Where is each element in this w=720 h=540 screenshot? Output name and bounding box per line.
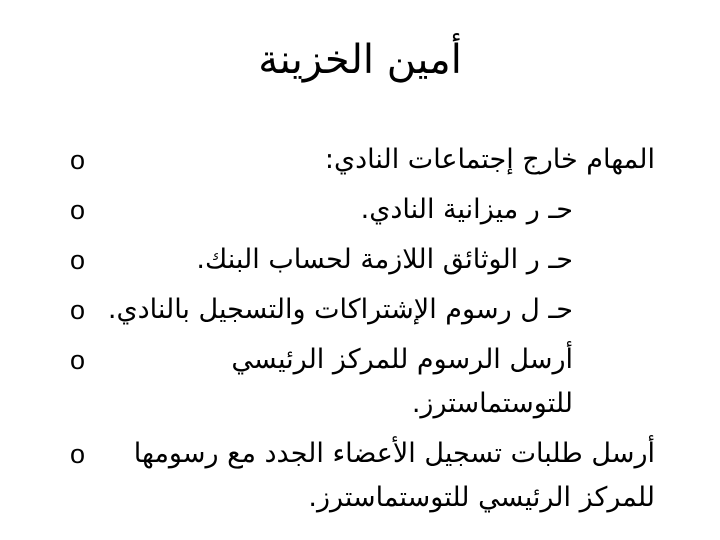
bullet-marker: o [70,295,86,325]
bullet-list [70,138,655,520]
list-item-text: حـ ل رسوم الإشتراكات والتسجيل بالنادي. [107,294,573,325]
list-item-text: أرسل طلبات تسجيل الأعضاء الجدد مع رسومها للمركز الرئيسي للتوستماسترز. [133,438,655,513]
bullet-marker: o [70,345,86,375]
bullet-marker: o [70,245,86,275]
list-item [70,238,655,282]
list-item [70,338,655,426]
bullet-marker: o [70,195,86,225]
list-item [70,432,655,520]
list-item-text: أرسل الرسوم للمركز الرئيسي للتوستماسترز. [231,344,573,419]
list-item [70,188,655,232]
list-item [70,138,655,182]
list-item-text: حـ ر الوثائق اللازمة لحساب البنك. [196,244,573,275]
bullet-marker: o [70,439,86,469]
bullet-marker: o [70,145,86,175]
list-item-text: حـ ر ميزانية النادي. [360,194,573,225]
list-item-text: المهام خارج إجتماعات النادي: [324,144,655,175]
slide-title: أمين الخزينة [258,37,462,83]
list-item [70,288,655,332]
